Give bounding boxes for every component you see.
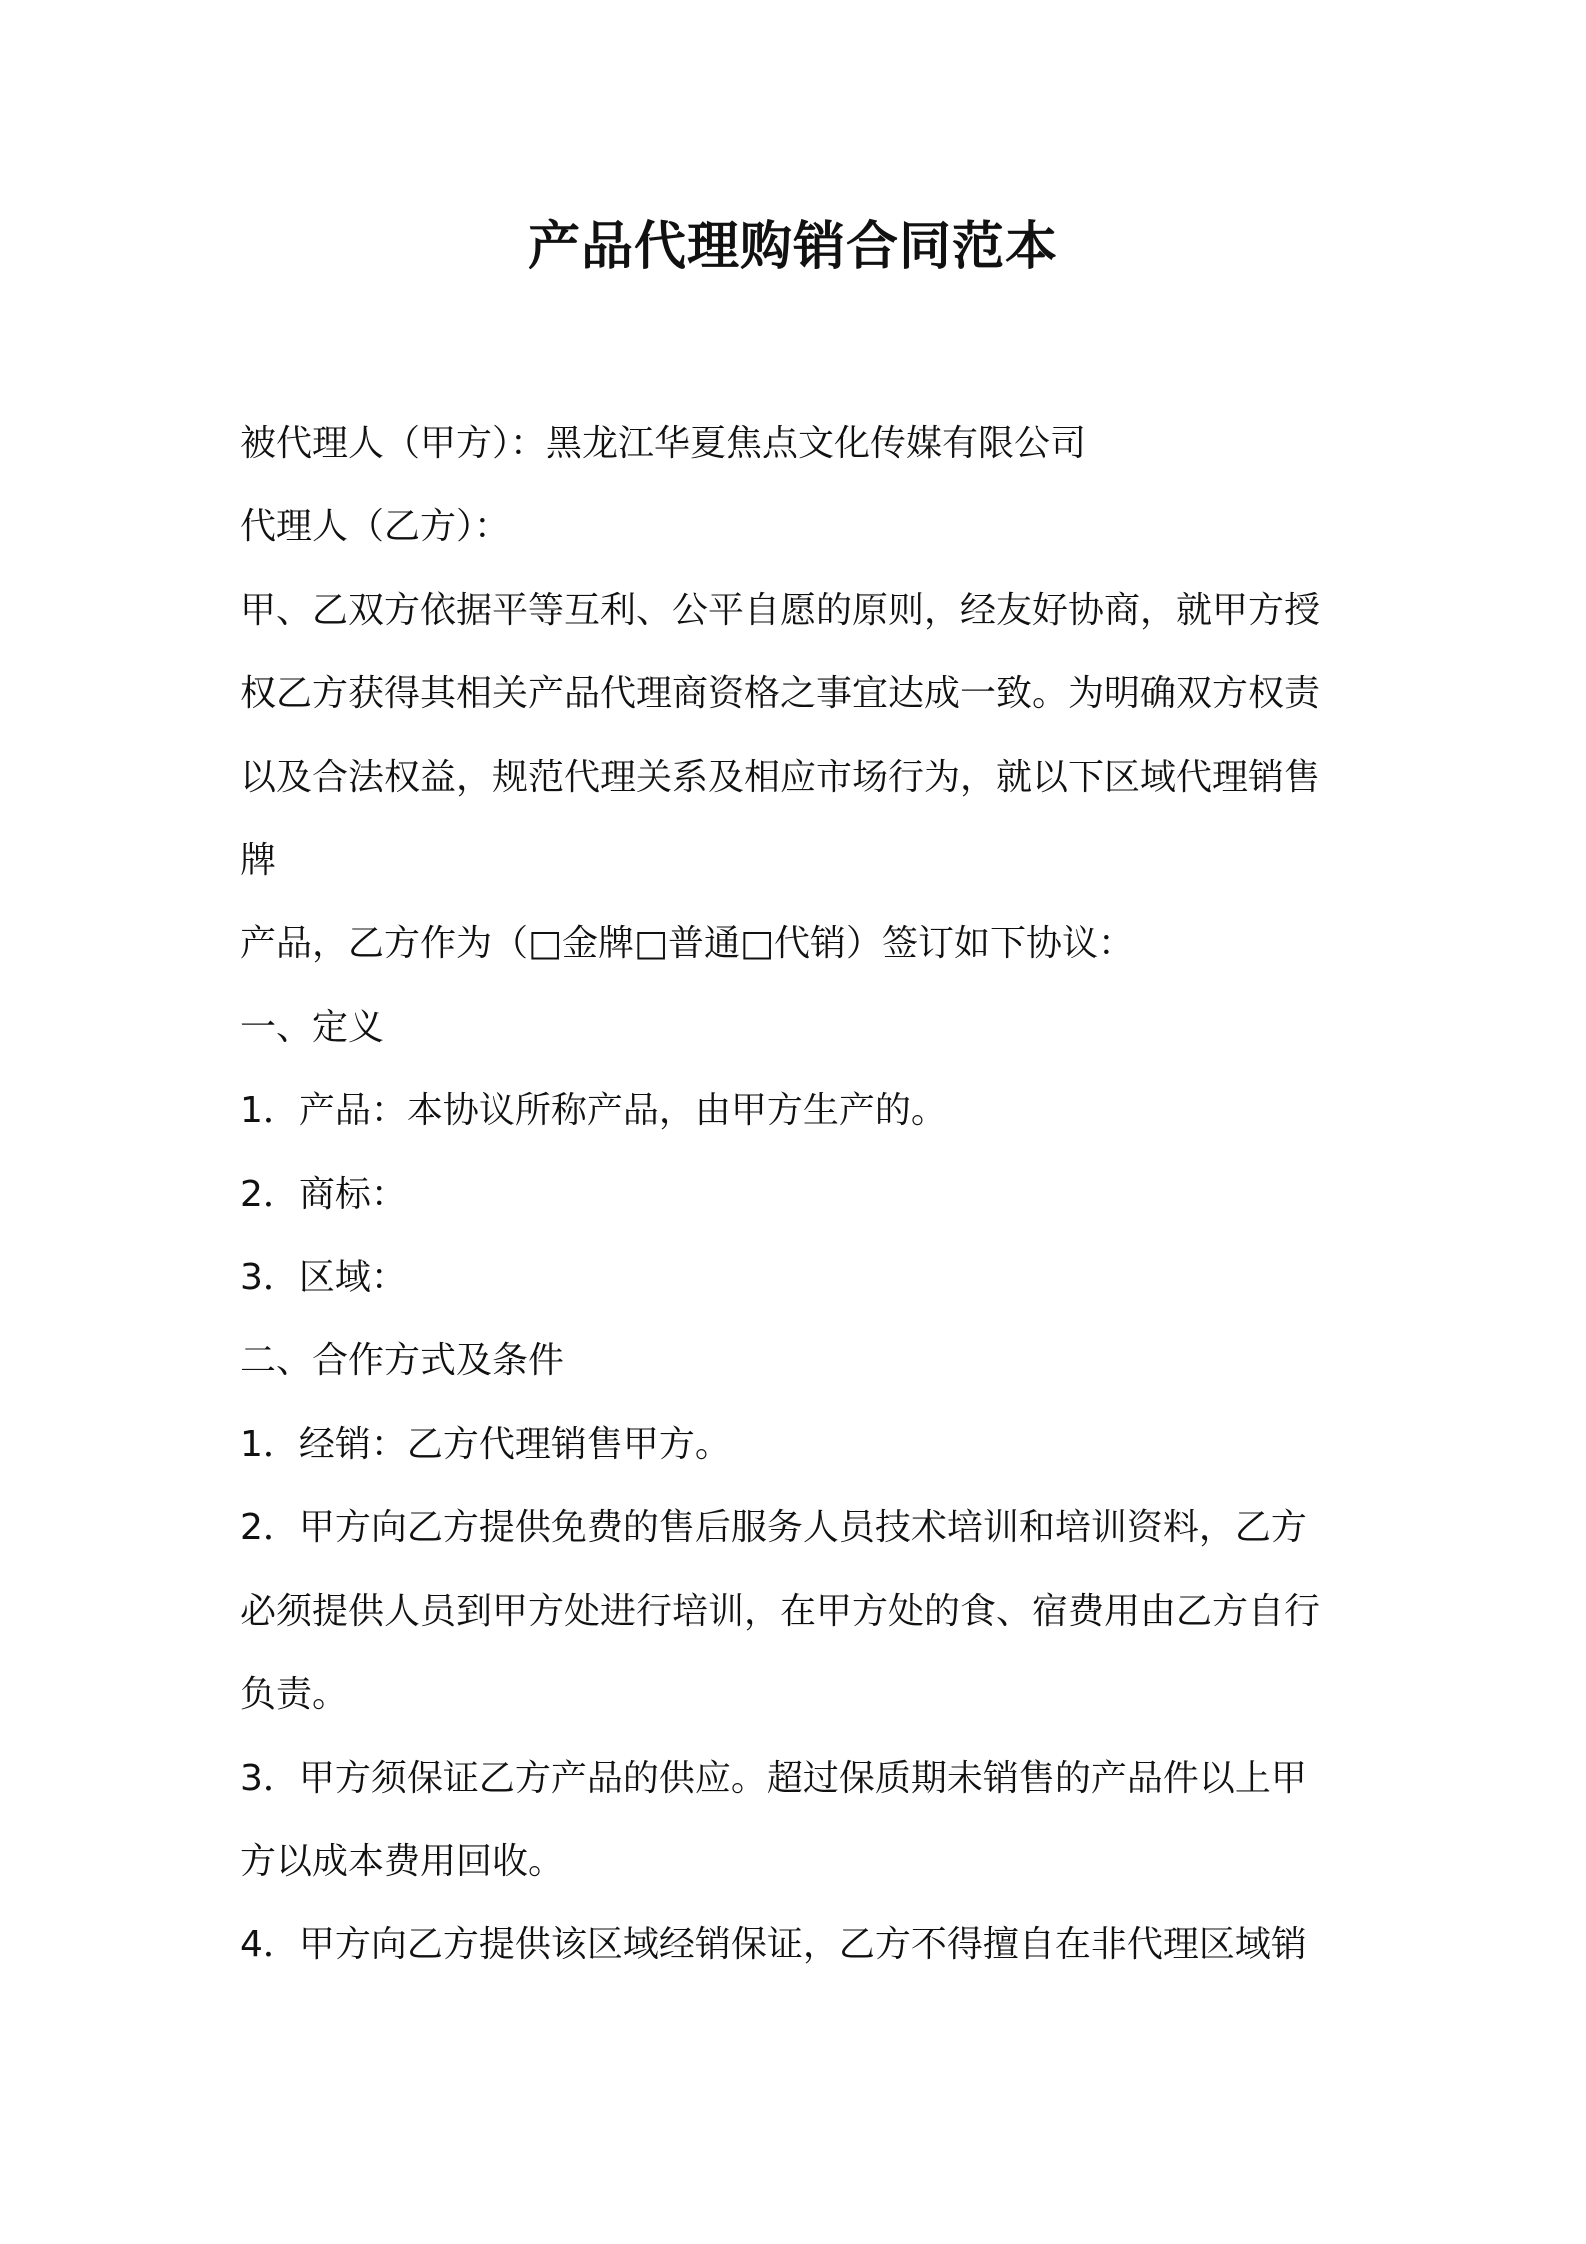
section-heading-cooperation: 二、合作方式及条件 — [240, 1340, 565, 1382]
clause-line: 4．甲方向乙方提供该区域经销保证，乙方不得擅自在非代理区域销 — [240, 1924, 1307, 1966]
document-title: 产品代理购销合同范本 — [527, 217, 1058, 277]
document-body — [240, 402, 1350, 1987]
clause-line: 1．经销：乙方代理销售甲方。 — [240, 1423, 731, 1465]
clause-line: 方以成本费用回收。 — [240, 1840, 565, 1882]
clause-line: 2．甲方向乙方提供免费的售后服务人员技术培训和培训资料，乙方 — [240, 1507, 1307, 1549]
preamble-line: 以及合法权益，规范代理关系及相应市场行为，就以下区域代理销售 — [240, 756, 1321, 798]
clause-line: 3．区域： — [240, 1257, 407, 1299]
preamble-line: 产品，乙方作为（□金牌□普通□代销）签订如下协议： — [240, 923, 1135, 965]
section-heading-definitions: 一、定义 — [240, 1006, 385, 1048]
party-a-line: 被代理人（甲方）：黑龙江华夏焦点文化传媒有限公司 — [240, 423, 1087, 464]
clause-line: 负责。 — [240, 1674, 349, 1716]
preamble-line: 甲、乙双方依据平等互利、公平自愿的原则，经友好协商，就甲方授 — [240, 589, 1321, 631]
clause-line: 3．甲方须保证乙方产品的供应。超过保质期未销售的产品件以上甲 — [240, 1757, 1307, 1799]
clause-line: 2．商标： — [240, 1173, 407, 1215]
preamble-line: 牌 — [240, 840, 277, 882]
clause-line: 1．产品：本协议所称产品，由甲方生产的。 — [240, 1090, 947, 1132]
clause-line: 必须提供人员到甲方处进行培训，在甲方处的食、宿费用由乙方自行 — [240, 1590, 1321, 1632]
preamble-line: 权乙方获得其相关产品代理商资格之事宜达成一致。为明确双方权责 — [240, 673, 1321, 715]
party-b-line: 代理人（乙方）： — [240, 506, 511, 548]
